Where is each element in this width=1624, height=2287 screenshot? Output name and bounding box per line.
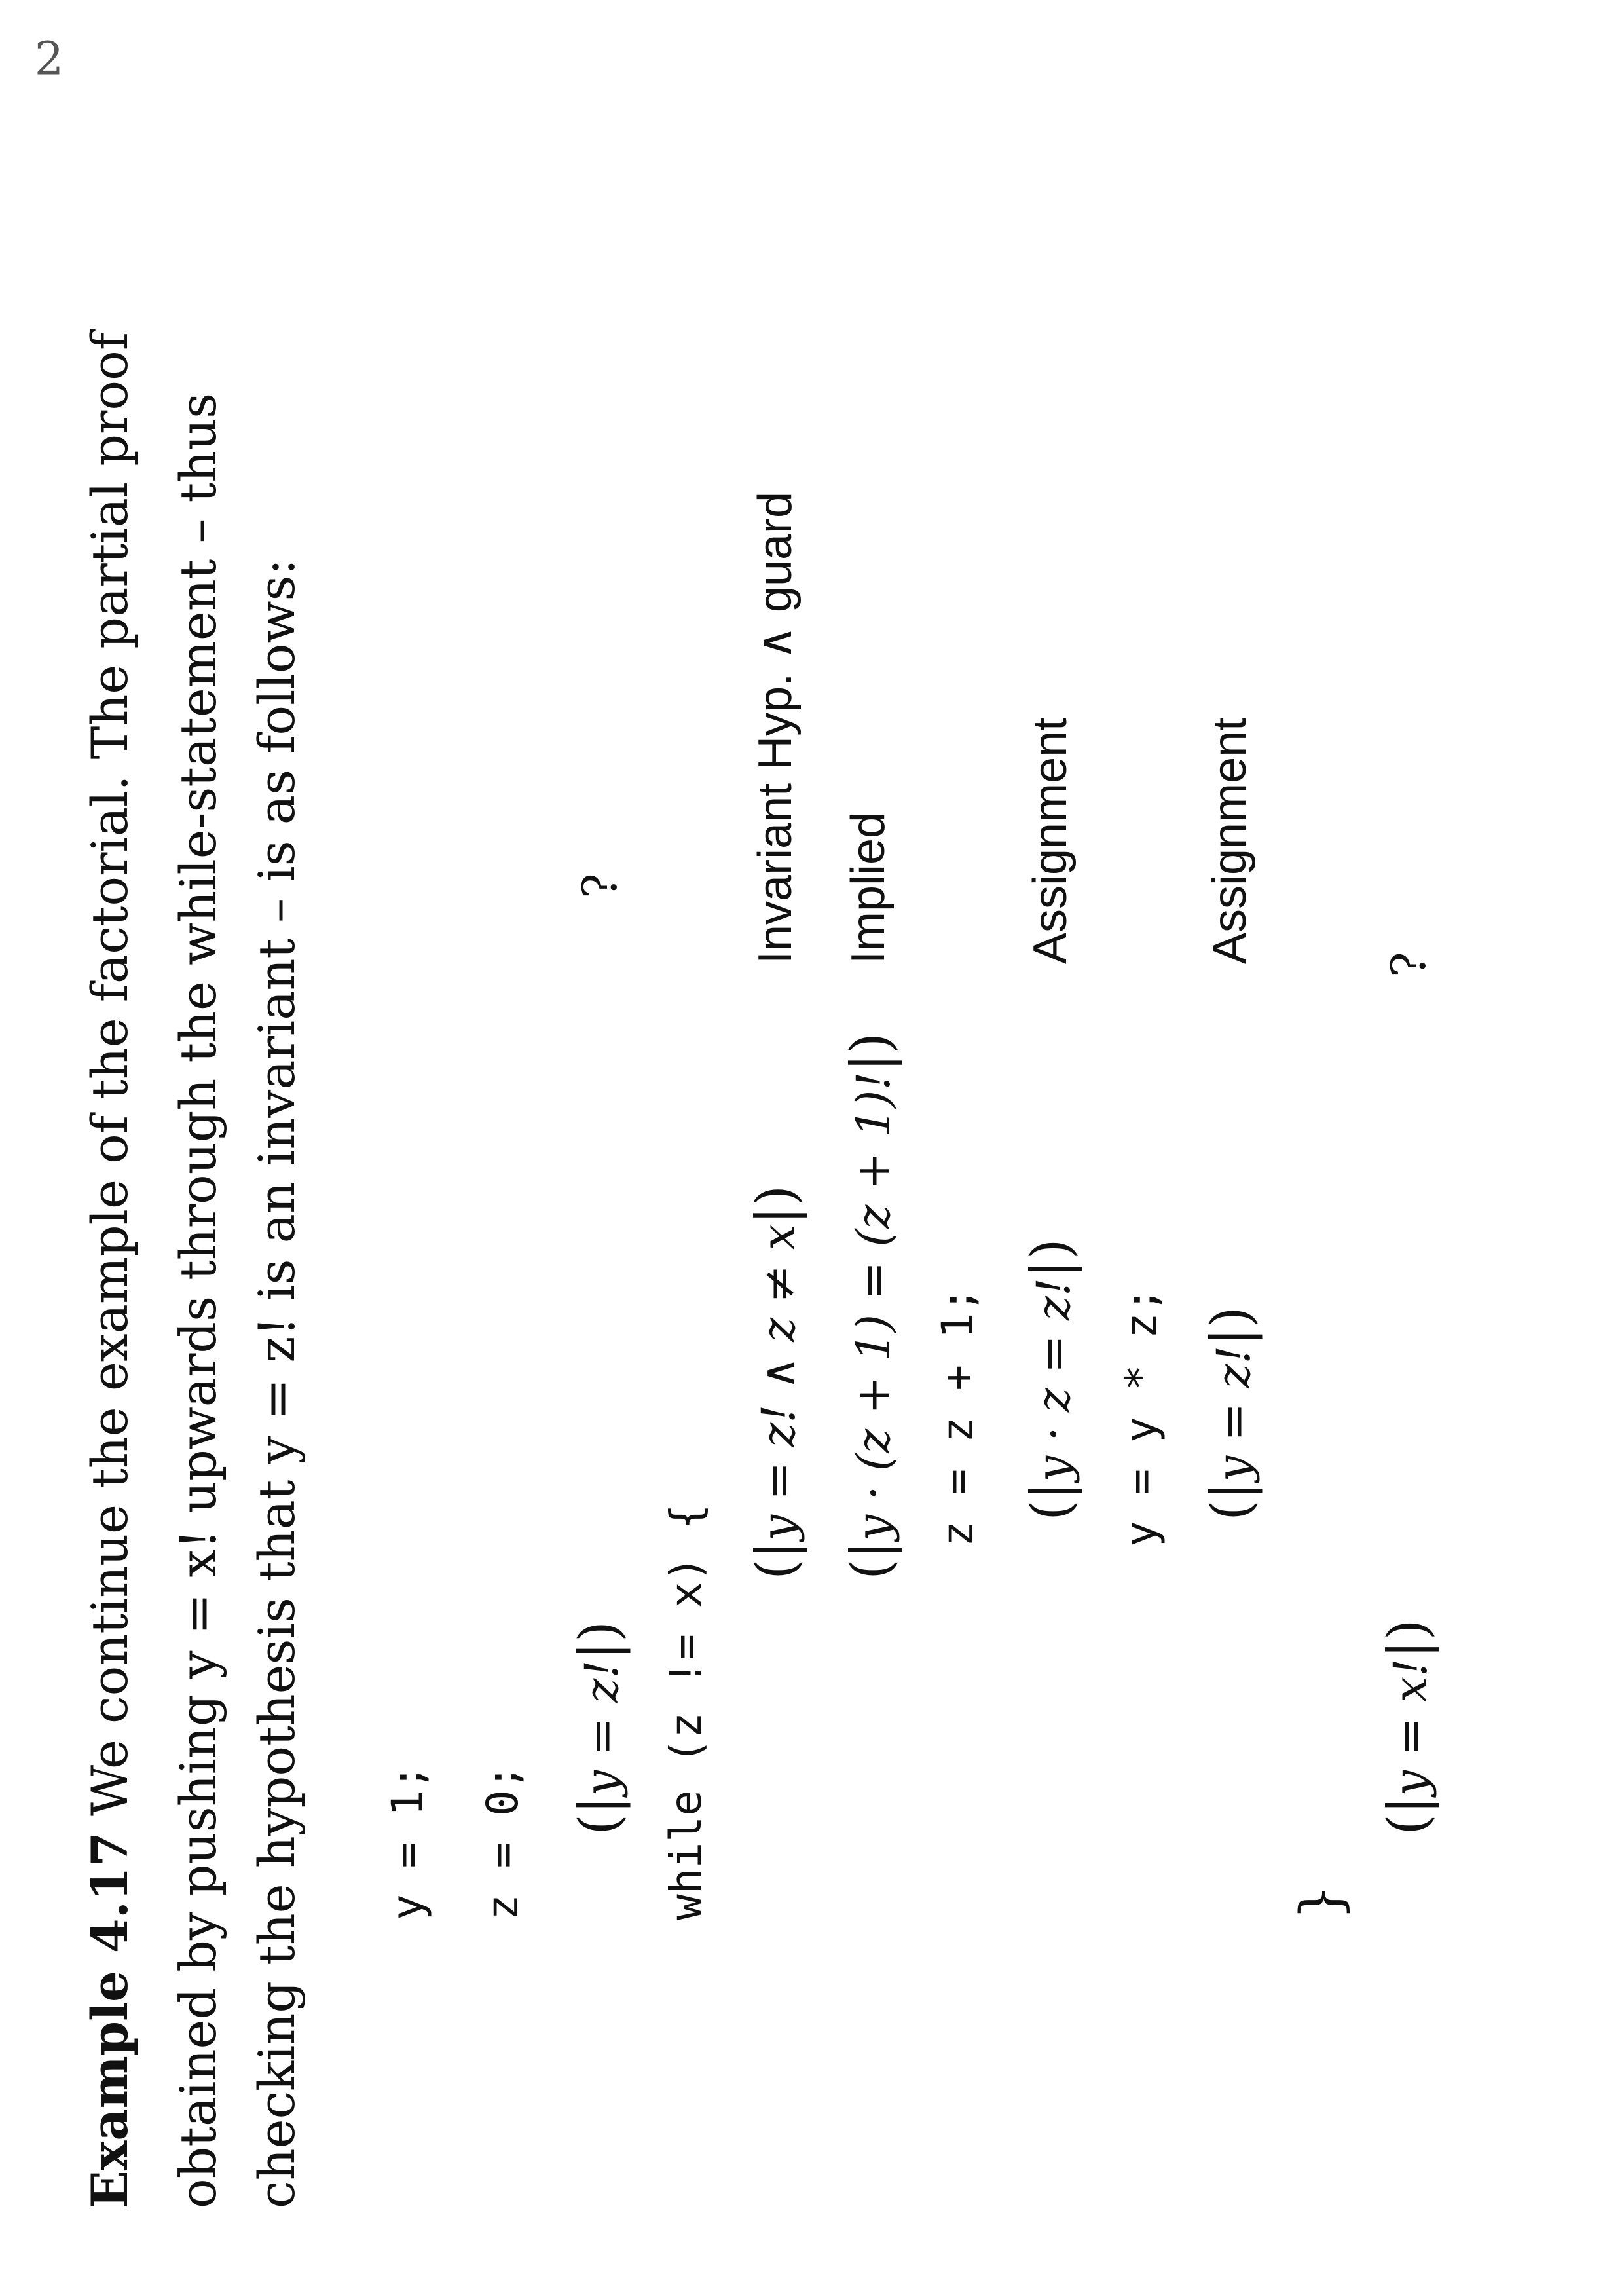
question-mark-before-loop: ? <box>572 873 627 899</box>
code-z-init: z = 0; <box>477 1764 528 1920</box>
condition-loop-entry: (|y = z! ∧ z ≠ x|) <box>745 1185 807 1580</box>
justification-invariant: Invariant Hyp. ∧ guard <box>749 491 802 964</box>
question-mark-after-loop: ? <box>1381 952 1436 977</box>
code-y-multiply: y = y * z; <box>1116 1286 1166 1547</box>
code-y-init: y = 1; <box>382 1764 433 1920</box>
condition-after-loop: (|y = x!|) <box>1377 1619 1439 1835</box>
example-heading: Example 4.17 <box>81 1832 139 2208</box>
page-number-mark: 2 <box>34 31 64 86</box>
paragraph-line-3: checking the hypothesis that y = z! is an invariant – is as follows: <box>248 558 306 2208</box>
paragraph-text-1: We continue the example of the factorial. The partial proof <box>81 332 139 1816</box>
code-while: while (z != x) { <box>661 1504 711 1920</box>
condition-after-z: (|y · z = z!|) <box>1020 1238 1082 1521</box>
code-z-increment: z = z + 1; <box>932 1286 983 1547</box>
paragraph-line-1 <box>81 332 139 2208</box>
justification-assignment-1: Assignment <box>1024 717 1077 964</box>
condition-after-y: (|y = z!|) <box>1200 1307 1263 1521</box>
paragraph-line-2: obtained by pushing y = x! upwards through the while-statement – thus <box>169 392 227 2208</box>
justification-assignment-2: Assignment <box>1204 717 1256 964</box>
condition-implied: (|y · (z + 1) = (z + 1)!|) <box>840 1032 902 1580</box>
closing-brace: } <box>1289 1884 1354 1920</box>
justification-implied: Implied <box>842 811 895 964</box>
condition-before-loop: (|y = z!|) <box>568 1621 631 1835</box>
